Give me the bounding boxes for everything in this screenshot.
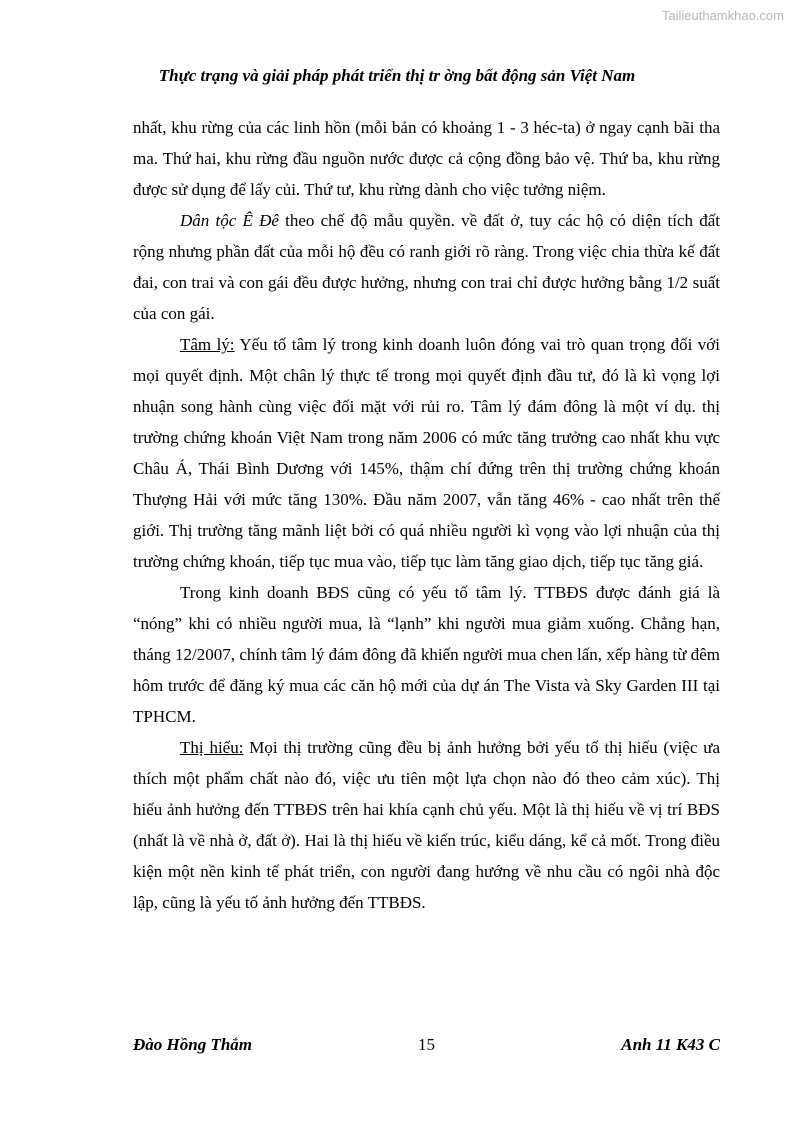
paragraph-psychology bbox=[133, 329, 720, 577]
paragraph-text: nhất, khu rừng của các linh hồn (mỗi bản có khoảng 1 - 3 héc-ta) ở ngay cạnh bãi tha ma. Thứ hai, khu rừng đầu nguồn nước được cả cộng đồng bảo vệ. Thứ ba, khu rừng được sử dụng để lấy củi. Thứ tư, khu rừng dành cho việc tưởng niệm. bbox=[133, 118, 720, 199]
paragraph-forest-types bbox=[133, 112, 720, 205]
paragraph-lead-underlined: Tâm lý: bbox=[180, 335, 235, 354]
paragraph-taste bbox=[133, 732, 720, 918]
document-body bbox=[133, 112, 720, 918]
page-header-title: Thực trạng và giải pháp phát triển thị tr ờng bất động sản Việt Nam bbox=[158, 66, 636, 85]
page-number: 15 bbox=[418, 1035, 435, 1054]
paragraph-ede-ethnic bbox=[133, 205, 720, 329]
paragraph-text: Trong kinh doanh BĐS cũng có yếu tố tâm lý. TTBĐS được đánh giá là “nóng” khi có nhiều người mua, là “lạnh” khi người mua giảm xuống. Chẳng hạn, tháng 12/2007, chính tâm lý đám đông đã khiến người mua chen lấn, xếp hàng từ đêm hôm trước để đăng ký mua các căn hộ mới của dự án The Vista và Sky Garden III tại TPHCM. bbox=[133, 583, 720, 726]
paragraph-text: theo chế độ mẫu quyền. về đất ở, tuy các hộ có diện tích đất rộng nhưng phần đất của mỗi hộ đều có ranh giới rõ ràng. Trong việc chia thừa kế đất đai, con trai và con gái đều được hưởng, nhưng con trai chỉ được hưởng bằng 1/2 suất của con gái. bbox=[133, 211, 720, 323]
page-footer bbox=[133, 1035, 720, 1059]
paragraph-text: Yếu tố tâm lý trong kinh doanh luôn đóng vai trò quan trọng đối với mọi quyết định. Một chân lý thực tế trong mọi quyết định đầu tư, đó là kì vọng lợi nhuận song hành cùng việc đối mặt với rủi ro. Tâm lý đám đông là một ví dụ. thị trường chứng khoán Việt Nam trong năm 2006 có mức tăng trưởng cao nhất khu vực Châu Á, Thái Bình Dương với 145%, thậm chí đứng trên thị trường chứng khoán Thượng Hải với mức tăng 130%. Đầu năm 2007, vẫn tăng 46% - cao nhất trên thế giới. Thị trường tăng mãnh liệt bởi có quá nhiều người kì vọng vào lợi nhuận của thị trường chứng khoán, tiếp tục mua vào, tiếp tục làm tăng giao dịch, tiếp tục tăng giá. bbox=[133, 335, 720, 571]
paragraph-lead-underlined: Thị hiếu: bbox=[180, 738, 244, 757]
paragraph-text: Mọi thị trường cũng đều bị ảnh hưởng bởi yếu tố thị hiếu (việc ưa thích một phẩm chất nào đó, việc ưu tiên một lựa chọn nào đó theo cảm xúc). Thị hiếu ảnh hưởng đến TTBĐS trên hai khía cạnh chủ yếu. Một là thị hiếu về vị trí BĐS (nhất là về nhà ở, đất ở). Hai là thị hiếu về kiến trúc, kiểu dáng, kể cả mốt. Trong điều kiện một nền kinh tế phát triển, con người đang hướng về nhu cầu có ngôi nhà độc lập, cũng là yếu tố ảnh hưởng đến TTBĐS. bbox=[133, 738, 720, 912]
footer-author: Đào Hồng Thắm bbox=[133, 1035, 253, 1054]
paragraph-real-estate-psychology bbox=[133, 577, 720, 732]
paragraph-lead-italic: Dân tộc Ê Đê bbox=[180, 211, 279, 230]
footer-class: Anh 11 K43 C bbox=[621, 1035, 720, 1054]
watermark-text: Tailieuthamkhao.com bbox=[661, 8, 784, 23]
